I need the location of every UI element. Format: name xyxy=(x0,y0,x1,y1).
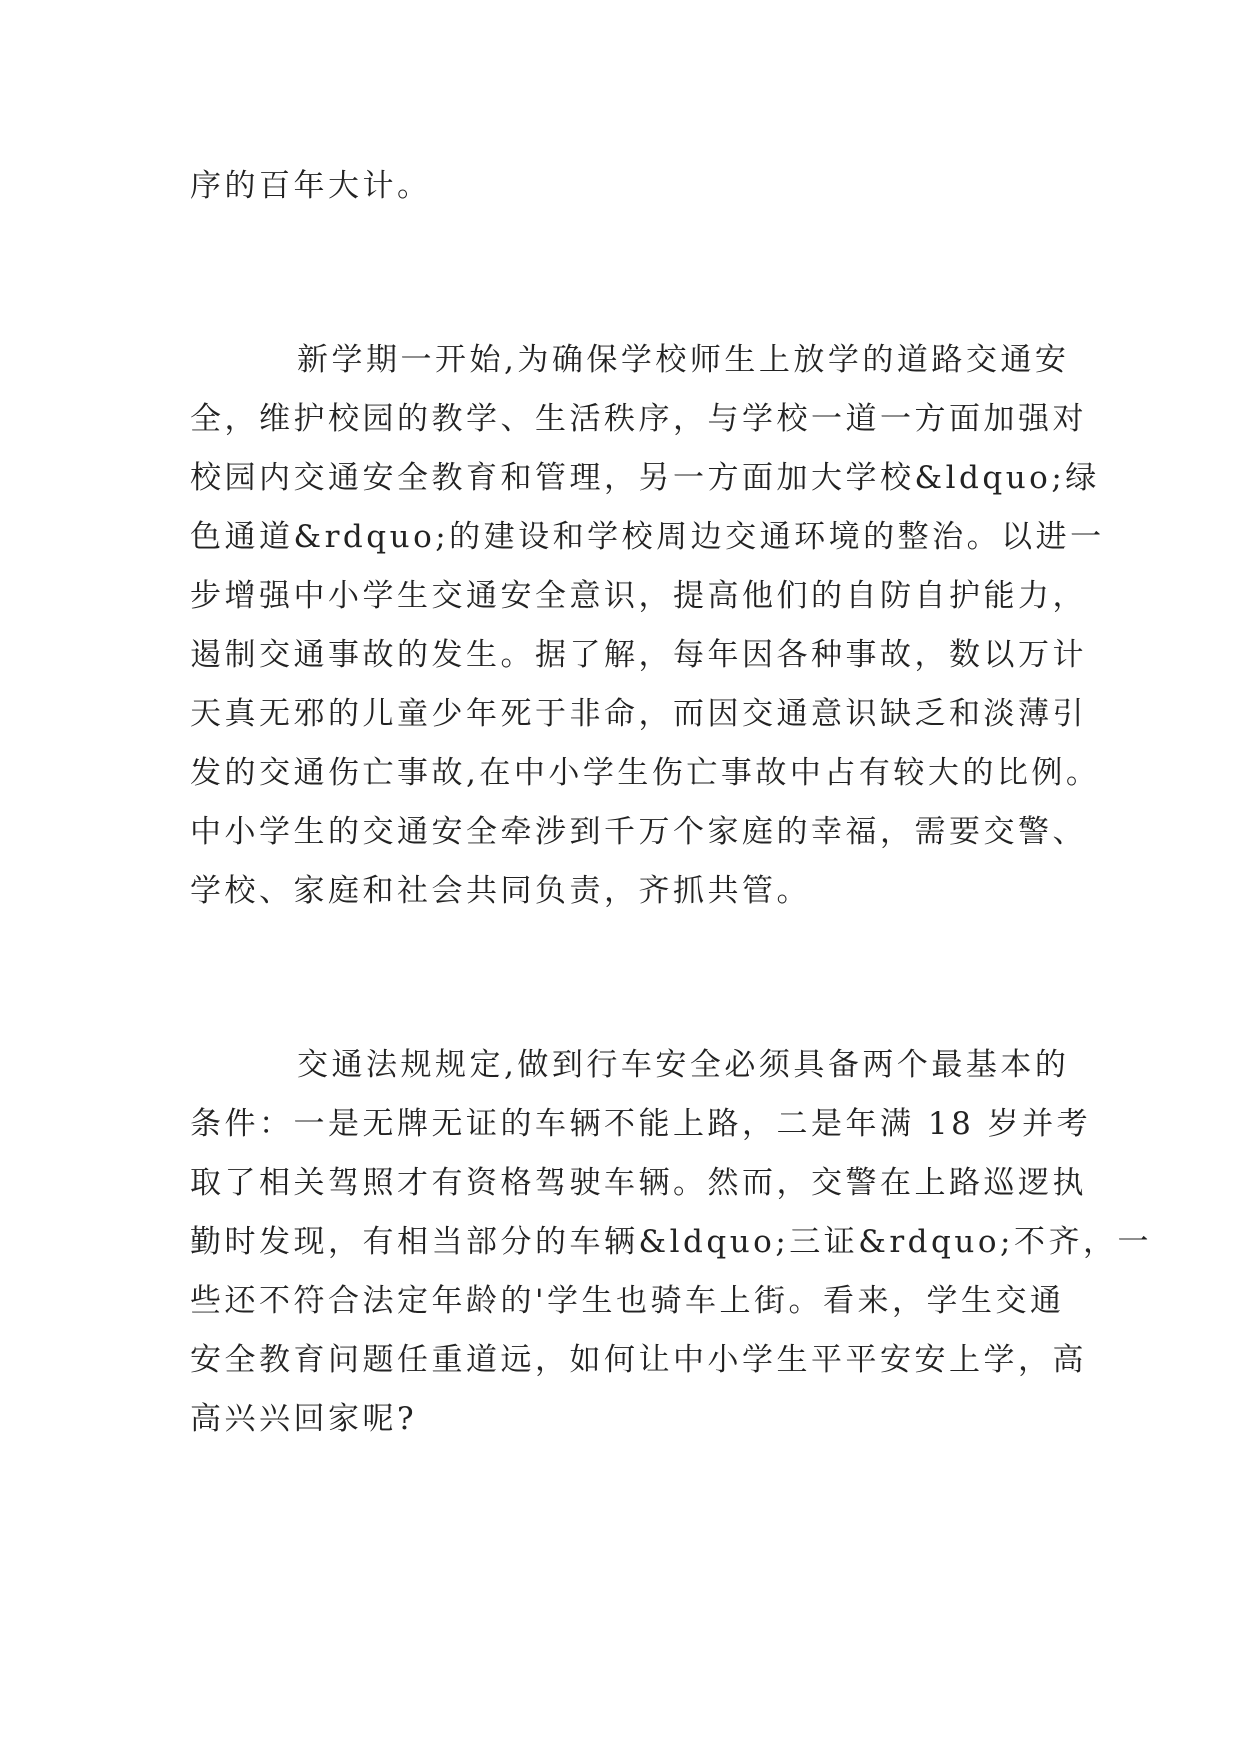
paragraph-2-line-4: 色通道&rdquo;的建设和学校周边交通环境的整治。以进一 xyxy=(190,519,1105,555)
paragraph-2-line-7: 天真无邪的儿童少年死于非命，而因交通意识缺乏和淡薄引 xyxy=(190,696,1087,732)
paragraph-2-line-9: 中小学生的交通安全牵涉到千万个家庭的幸福，需要交警、 xyxy=(190,814,1087,850)
paragraph-2-line-5: 步增强中小学生交通安全意识，提高他们的自防自护能力， xyxy=(190,578,1087,614)
paragraph-2-line-3: 校园内交通安全教育和管理，另一方面加大学校&ldquo;绿 xyxy=(190,460,1100,496)
paragraph-2-line-2: 全，维护校园的教学、生活秩序，与学校一道一方面加强对 xyxy=(190,401,1087,437)
paragraph-3-line-7: 高兴兴回家呢? xyxy=(190,1401,418,1437)
paragraph-2-line-10: 学校、家庭和社会共同负责，齐抓共管。 xyxy=(190,873,811,909)
paragraph-3-line-4: 勤时发现，有相当部分的车辆&ldquo;三证&rdquo;不齐，一 xyxy=(190,1224,1152,1260)
paragraph-3-line-3: 取了相关驾照才有资格驾驶车辆。然而，交警在上路巡逻执 xyxy=(190,1165,1087,1201)
paragraph-2-line-1: 新学期一开始,为确保学校师生上放学的道路交通安 xyxy=(297,342,1070,378)
paragraph-2-line-6: 遏制交通事故的发生。据了解，每年因各种事故，数以万计 xyxy=(190,637,1087,673)
paragraph-2-line-8: 发的交通伤亡事故,在中小学生伤亡事故中占有较大的比例。 xyxy=(190,755,1101,791)
paragraph-3-line-1: 交通法规规定,做到行车安全必须具备两个最基本的 xyxy=(297,1047,1070,1083)
paragraph-3-line-2: 条件：一是无牌无证的车辆不能上路，二是年满 18 岁并考 xyxy=(190,1106,1092,1142)
paragraph-3-line-5: 些还不符合法定年龄的'学生也骑车上街。看来，学生交通 xyxy=(190,1283,1065,1319)
paragraph-3-line-6: 安全教育问题任重道远，如何让中小学生平平安安上学，高 xyxy=(190,1342,1087,1378)
paragraph-1-line-1: 序的百年大计。 xyxy=(190,168,432,204)
